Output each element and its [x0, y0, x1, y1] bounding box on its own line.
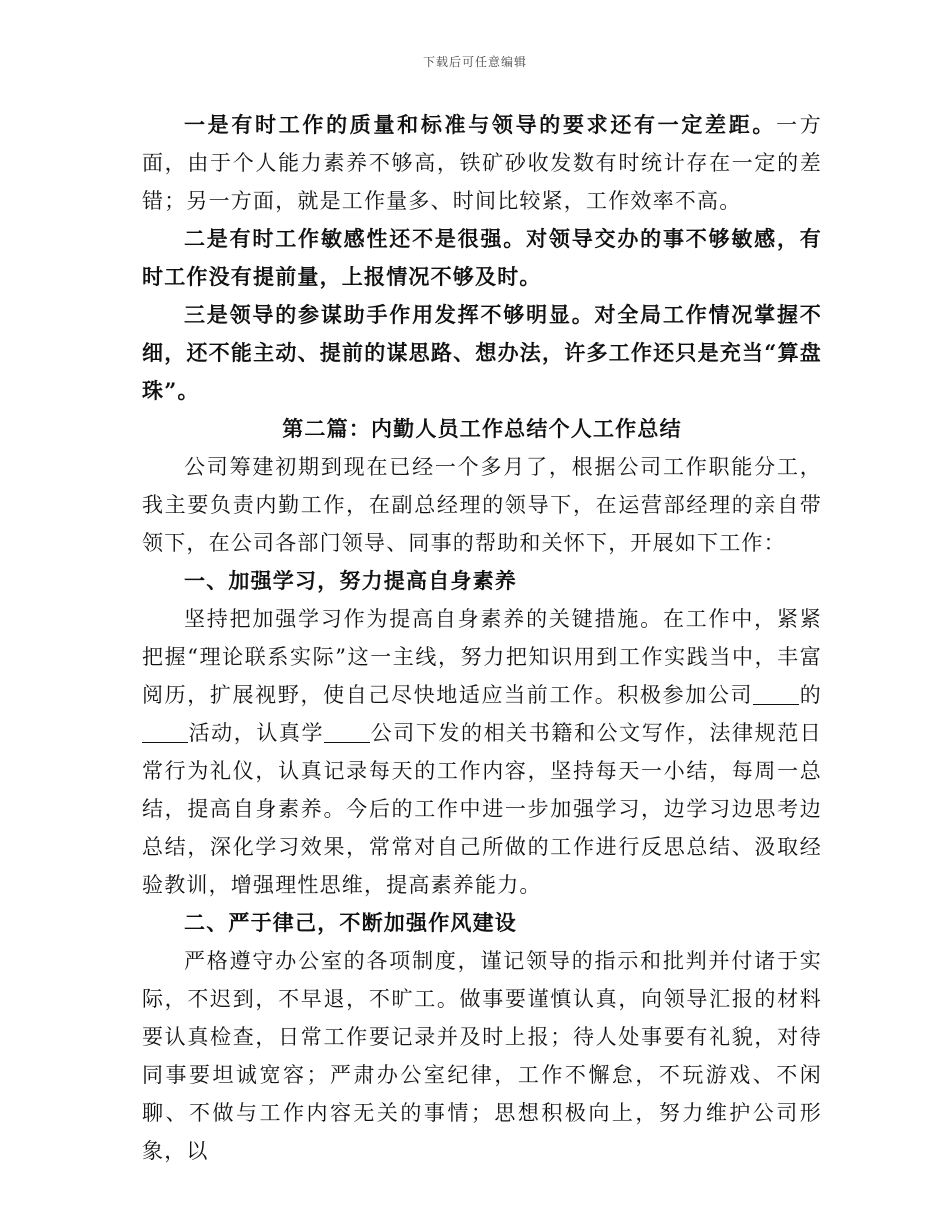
section1-text-c: 活动，认真学	[188, 721, 325, 745]
page-header: 下载后可任意编辑	[422, 55, 527, 69]
section1-text-d: 公司下发的相关书籍和公文写作，法律规范日常行为礼仪，认真记录每天的工作内容，坚持每天一小结，每周一总结，提高自身素养。今后的工作中进一步加强学习，边学习边思考边总结，深化学习效果，常常对自己所做的工作进行反思总结、汲取经验教训，增强理性思维，提高素养能力。	[142, 721, 822, 897]
paragraph-1-body: 一方面，由于个人能力素养不够高，铁矿砂收发数有时统计存在一定的差错；另一方面，就是工作量多、时间比较紧，工作效率不高。	[142, 113, 822, 213]
section1-heading: 一、加强学习，努力提高自身素养	[184, 568, 517, 593]
blank-underline	[753, 683, 799, 705]
section1-paragraph	[142, 600, 822, 904]
part2-title: 第二篇：内勤人员工作总结个人工作总结	[282, 416, 682, 441]
section1-text-a: 坚持把加强学习作为提高自身素养的关键措施。在工作中，紧紧把握“理论联系实际”这一主线，努力把知识用到工作实践当中，丰富阅历，扩展视野，使自己尽快地适应当前工作。积极参加公司	[142, 607, 822, 707]
paragraph-2	[142, 220, 822, 296]
paragraph-2-lead: 二是有时工作敏感性还不是很强。对领导交办的事不够敏感，有时工作没有提前量，上报情况不够及时。	[142, 226, 822, 289]
document-body	[142, 106, 822, 1170]
blank-underline	[324, 721, 370, 743]
paragraph-3	[142, 296, 822, 410]
paragraph-1-lead: 一是有时工作的质量和标准与领导的要求还有一定差距。	[184, 112, 777, 137]
section1-text-b: 的	[799, 683, 822, 707]
paragraph-3-lead: 三是领导的参谋助手作用发挥不够明显。对全局工作情况掌握不细，还不能主动、提前的谋思路、想办法，许多工作还只是充当“算盘珠”。	[142, 302, 822, 403]
section2-paragraph: 严格遵守办公室的各项制度，谨记领导的指示和批判并付诸于实际，不迟到，不早退，不旷工。做事要谨慎认真，向领导汇报的材料要认真检查，日常工作要记录并及时上报；待人处事要有礼貌，对待同事要坦诚宽容；严肃办公室纪律，工作不懈怠，不玩游戏、不闲聊、不做与工作内容无关的事情；思想积极向上，努力维护公司形象，以	[142, 949, 822, 1163]
blank-underline	[142, 721, 188, 743]
intro-paragraph: 公司筹建初期到现在已经一个多月了，根据公司工作职能分工，我主要负责内勤工作，在副总经理的领导下，在运营部经理的亲自带领下，在公司各部门领导、同事的帮助和关怀下，开展如下工作：	[142, 455, 822, 555]
paragraph-1	[142, 106, 822, 220]
section2-heading: 二、严于律己，不断加强作风建设	[184, 910, 517, 935]
